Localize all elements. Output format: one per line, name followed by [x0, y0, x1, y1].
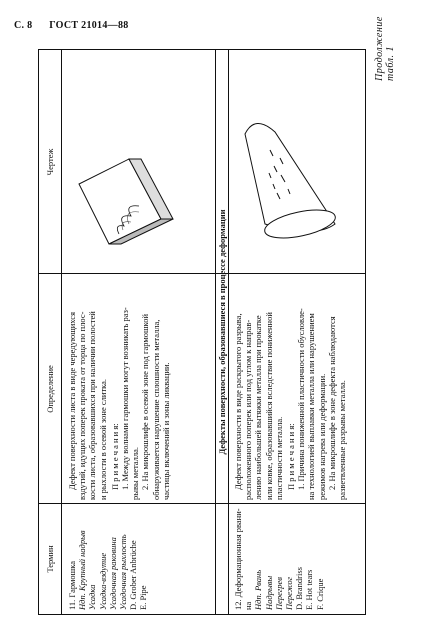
term-foreign: D. Grober Anbrüche: [128, 540, 139, 610]
plate-defect-drawing: [69, 154, 179, 254]
term-foreign: D. Brandriss: [294, 567, 305, 610]
section-heading: Дефекты поверхности, образовавшиеся в процессе деформации: [215, 50, 229, 614]
term-title: 11. Гармошка: [67, 561, 77, 610]
term-synonym: Ндп. Крупный надрыв: [77, 530, 88, 610]
notes-heading: П р и м е ч а н и я:: [109, 423, 120, 490]
cylinder-defect-drawing: [235, 104, 355, 244]
definition-cell-11: [67, 278, 171, 500]
definition-line: рывы металла.: [130, 446, 141, 500]
column-header-definition: Определение: [39, 274, 62, 504]
definition-line: 2. На микрошлифе в зоне дефекта наблюдаются: [326, 316, 337, 490]
term-cell-11: [67, 506, 149, 610]
term-foreign: E. Hot tears: [304, 569, 315, 610]
definition-line: разветвленные разрывы металла.: [337, 380, 348, 500]
definition-line: расположенного поперек или под углом к направ-: [243, 319, 254, 500]
term-synonym: Надрывы: [263, 575, 274, 610]
definition-line: обнаруживается нарушение сплошности металла,: [150, 319, 161, 500]
column-divider: [39, 273, 365, 274]
column-header-term: Термин: [39, 504, 62, 614]
term-synonym: Усадочная рыхлость: [118, 534, 129, 610]
definition-line: 2. На микрошлифе в осевой зоне под гармошкой: [140, 313, 151, 490]
continuation-label: Продолжение табл. 1: [374, 16, 396, 81]
term-synonym: Усадка: [87, 584, 98, 610]
notes-heading: П р и м е ч а н и я:: [286, 423, 297, 490]
term-cell-12: [233, 506, 325, 610]
definition-line: Дефект поверхности в виде раскрытого разрыва,: [233, 313, 243, 490]
definition-line: вздутий, идущих поперек проката от торца по плос-: [77, 311, 88, 500]
term-synonym: Усадочная раковина: [107, 537, 118, 610]
term-synonym: Перегрев: [273, 577, 284, 610]
column-header-drawing: Чертеж: [39, 50, 62, 274]
definition-line: Дефект поверхности листа в виде чередующихся: [67, 312, 77, 490]
page-number: С. 8: [14, 20, 33, 31]
definition-cell-12: [233, 278, 347, 500]
definition-line: пластичности металла.: [273, 416, 284, 500]
term-title: 12. Деформационная рвани-: [233, 508, 243, 610]
definition-line: 1. Причина пониженной пластичности обусловле-: [296, 308, 307, 490]
column-divider: [39, 503, 365, 504]
term-foreign: E. Pipe: [138, 585, 149, 610]
definition-line: кости листа, образовавшихся при наличии полостей: [87, 311, 98, 500]
definition-line: режимов нагрева или деформации.: [316, 373, 327, 500]
term-foreign: F. Crique: [314, 578, 325, 610]
term-title-cont: на: [243, 601, 254, 610]
definition-line: лению наибольшей вытяжки металла при прокатке: [253, 315, 264, 500]
definition-line: или ковке, образовавшийся вследствие пониженной: [263, 312, 274, 500]
terms-table: [38, 49, 366, 615]
term-synonym: Усадка-вздутие: [97, 552, 108, 610]
term-synonym: Пережог: [284, 577, 295, 610]
definition-line: и рыхлости в осевой зоне слитка.: [97, 378, 108, 500]
definition-line: на технологией выплавки металла или нарушением: [306, 313, 317, 500]
term-synonym: Ндп. Рвань: [253, 569, 264, 610]
standard-code: ГОСТ 21014—88: [49, 20, 129, 31]
definition-line: частицы включений и зоны ликвации.: [160, 362, 171, 500]
definition-line: 1. Между волнами гармошки могут возникать раз-: [120, 307, 131, 490]
